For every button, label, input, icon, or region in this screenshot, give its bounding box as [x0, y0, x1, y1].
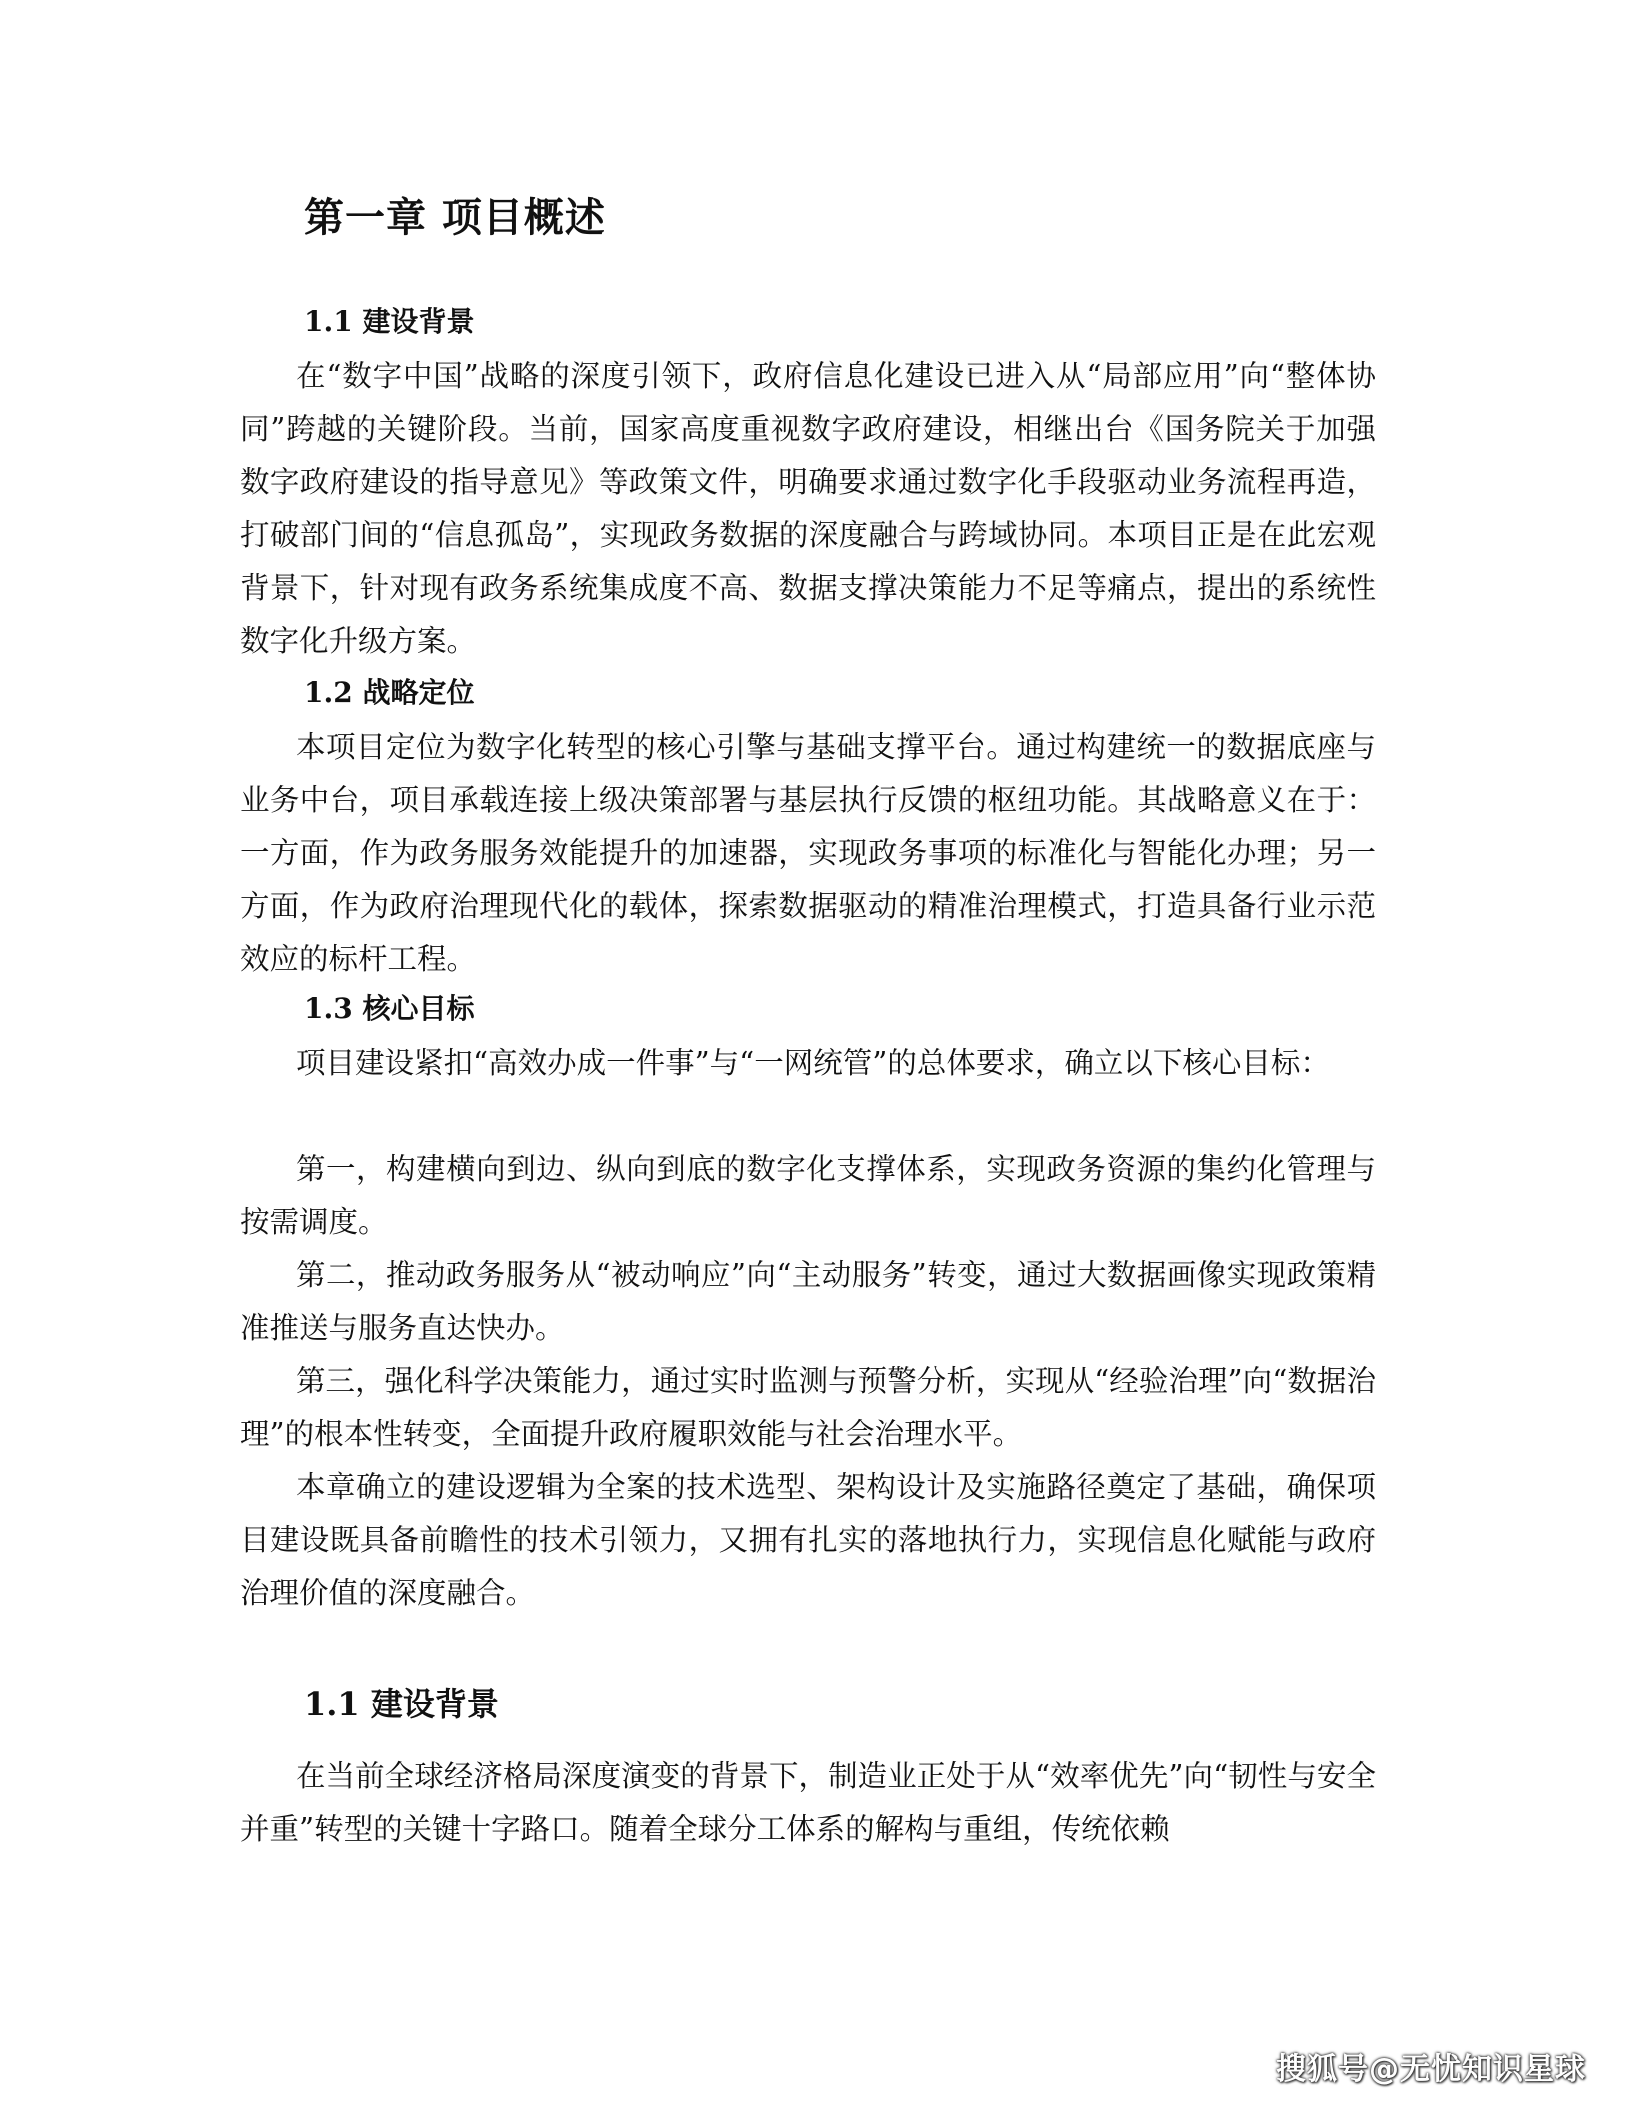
chapter-conclusion-paragraph: 本章确立的建设逻辑为全案的技术选型、架构设计及实施路径奠定了基础，确保项目建设既具备前瞻性的技术引领力，又拥有扎实的落地执行力，实现信息化赋能与政府治理价值的深度融合。	[240, 1470, 1376, 1610]
section-1-1-paragraph: 在“数字中国”战略的深度引领下，政府信息化建设已进入从“局部应用”向“整体协同”跨越的关键阶段。当前，国家高度重视数字政府建设，相继出台《国务院关于加强数字政府建设的指导意见》等政策文件，明确要求通过数字化手段驱动业务流程再造，打破部门间的“信息孤岛”，实现政务数据的深度融合与跨域协同。本项目正是在此宏观背景下，针对现有政务系统集成度不高、数据支撑决策能力不足等痛点，提出的系统性数字化升级方案。	[240, 359, 1376, 658]
section-1-2-paragraph: 本项目定位为数字化转型的核心引擎与基础支撑平台。通过构建统一的数据底座与业务中台，项目承载连接上级决策部署与基层执行反馈的枢纽功能。其战略意义在于：一方面，作为政务服务效能提升的加速器，实现政务事项的标准化与智能化办理；另一方面，作为政府治理现代化的载体，探索数据驱动的精准治理模式，打造具备行业示范效应的标杆工程。	[240, 730, 1376, 976]
goal-3-paragraph: 第三，强化科学决策能力，通过实时监测与预警分析，实现从“经验治理”向“数据治理”的根本性转变，全面提升政府履职效能与社会治理水平。	[240, 1364, 1376, 1451]
chapter-title: 第一章 项目概述	[304, 195, 606, 241]
watermark-text: 搜狐号@无忧知识星球	[1276, 2052, 1586, 2087]
goal-1-paragraph: 第一，构建横向到边、纵向到底的数字化支撑体系，实现政务资源的集约化管理与按需调度。	[240, 1152, 1376, 1239]
section-heading-1-2: 1.2 战略定位	[304, 676, 475, 709]
section-heading-1-1: 1.1 建设背景	[304, 305, 475, 338]
section-1-3-intro: 项目建设紧扣“高效办成一件事”与“一网统管”的总体要求，确立以下核心目标：	[296, 1046, 1330, 1080]
section-heading-1-3: 1.3 核心目标	[304, 992, 475, 1025]
section-1-1-repeat-paragraph: 在当前全球经济格局深度演变的背景下，制造业正处于从“效率优先”向“韧性与安全并重”转型的关键十字路口。随着全球分工体系的解构与重组，传统依赖	[240, 1759, 1376, 1846]
goal-2-paragraph: 第二，推动政务服务从“被动响应”向“主动服务”转变，通过大数据画像实现政策精准推送与服务直达快办。	[240, 1258, 1376, 1345]
section-heading-1-1-repeat: 1.1 建设背景	[304, 1685, 499, 1723]
